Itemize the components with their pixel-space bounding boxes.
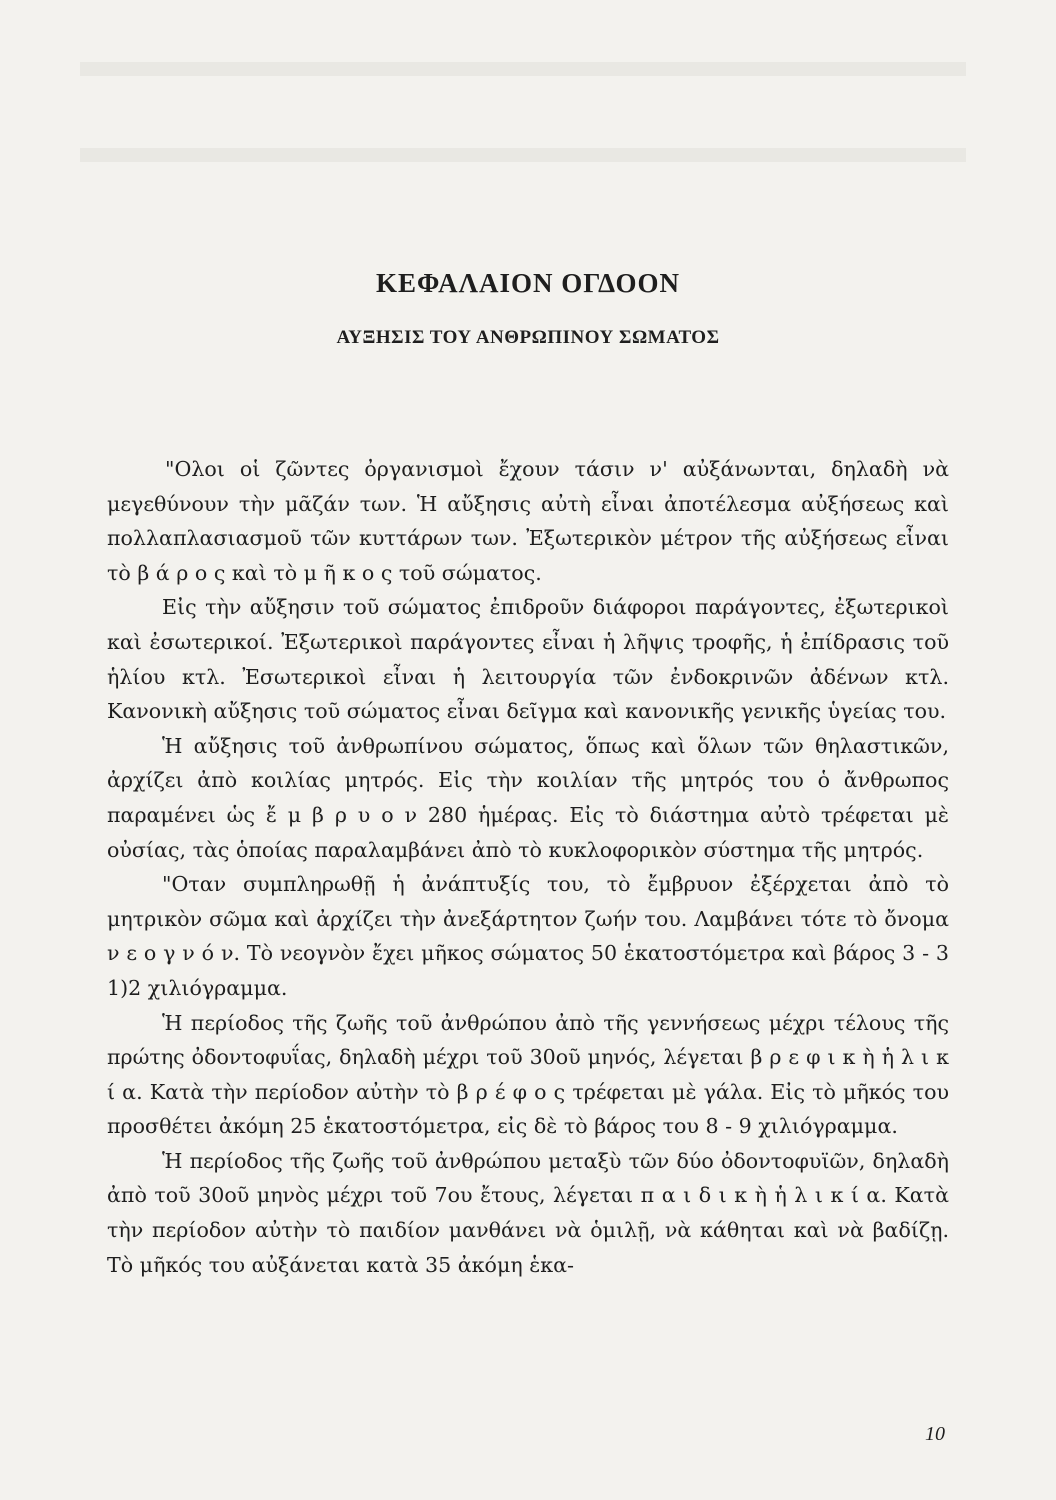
paragraph: Ἡ περίοδος τῆς ζωῆς τοῦ ἀνθρώπου ἀπὸ τῆς γεννήσεως μέχρι τέλους τῆς πρώτης ὀδοντοφυΐας, δηλαδὴ μέχρι τοῦ 30οῦ μηνός, λέγεται β ρ ε φ ι κ ὴ ἡ λ ι κ ί α. Κατὰ τὴν περίοδον αὐτὴν τὸ β ρ έ φ ο ς τρέφεται μὲ γάλα. Εἰς τὸ μῆκός του προσθέτει ἀκόμη 25 ἑκατοστόμετρα, εἰς δὲ τὸ βάρος του 8 - 9 χιλιόγραμμα. [107,1010,949,1139]
paragraph: Ἡ περίοδος τῆς ζωῆς τοῦ ἀνθρώπου μεταξὺ τῶν δύο ὀδοντοφυϊῶν, δηλαδὴ ἀπὸ τοῦ 30οῦ μηνὸς μέχρι τοῦ 7ου ἔτους, λέγεται π α ι δ ι κ ὴ ἡ λ ι κ ί α. Κατὰ τὴν περίοδον αὐτὴν τὸ παιδίον μανθάνει νὰ ὁμιλῇ, νὰ κάθηται καὶ νὰ βαδίζῃ. Τὸ μῆκός του αὐξάνεται κατὰ 35 ἀκόμη ἑκα- [107,1148,949,1277]
chapter-header [0,268,1056,349]
chapter-title: ΚΕΦΑΛΑΙΟΝ ΟΓΔΟΟΝ [376,268,680,298]
chapter-subtitle: ΑΥΞΗΣΙΣ ΤΟΥ ΑΝΘΡΩΠΙΝΟΥ ΣΩΜΑΤΟΣ [336,327,720,348]
paragraph: Ἡ αὔξησις τοῦ ἀνθρωπίνου σώματος, ὅπως καὶ ὅλων τῶν θηλαστικῶν, ἀρχίζει ἀπὸ κοιλίας μητρός. Εἰς τὴν κοιλίαν τῆς μητρός του ὁ ἄνθρωπος παραμένει ὡς ἔ μ β ρ υ ο ν 280 ἡμέρας. Εἰς τὸ διάστημα αὐτὸ τρέφεται μὲ οὐσίας, τὰς ὁποίας παραλαμβάνει ἀπὸ τὸ κυκλοφορικὸν σύστημα τῆς μητρός. [107,733,949,862]
body-text [107,452,949,1282]
paragraph: Εἰς τὴν αὔξησιν τοῦ σώματος ἐπιδροῦν διάφοροι παράγοντες, ἐξωτερικοὶ καὶ ἐσωτερικοί. Ἐξωτερικοὶ παράγοντες εἶναι ἡ λῆψις τροφῆς, ἡ ἐπίδρασις τοῦ ἡλίου κτλ. Ἐσωτερικοὶ εἶναι ἡ λειτουργία τῶν ἐνδοκρινῶν ἀδένων κτλ. Κανονικὴ αὔξησις τοῦ σώματος εἶναι δεῖγμα καὶ κανονικῆς γενικῆς ὑγείας του. [107,595,949,724]
bleed-through-shadow [80,62,966,76]
paragraph: "Οταν συμπληρωθῇ ἡ ἀνάπτυξίς του, τὸ ἔμβρυον ἐξέρχεται ἀπὸ τὸ μητρικὸν σῶμα καὶ ἀρχίζει τὴν ἀνεξάρτητον ζωήν του. Λαμβάνει τότε τὸ ὄνομα ν ε ο γ ν ό ν. Τὸ νεογνὸν ἔχει μῆκος σώματος 50 ἑκατοστόμετρα καὶ βάρος 3 - 3 1)2 χιλιόγραμμα. [107,872,949,1000]
paragraph: "Ολοι οἱ ζῶντες ὀργανισμοὶ ἔχουν τάσιν ν' αὐξάνωνται, δηλαδὴ νὰ μεγεθύνουν τὴν μᾶζάν των. Ἡ αὔξησις αὐτὴ εἶναι ἀποτέλεσμα αὐξήσεως καὶ πολλαπλασιασμοῦ τῶν κυττάρων των. Ἐξωτερικὸν μέτρον τῆς αὐξήσεως εἶναι τὸ β ά ρ ο ς καὶ τὸ μ ῆ κ ο ς τοῦ σώματος. [107,457,949,585]
page-number: 10 [925,1423,945,1445]
bleed-through-shadow [80,148,966,162]
